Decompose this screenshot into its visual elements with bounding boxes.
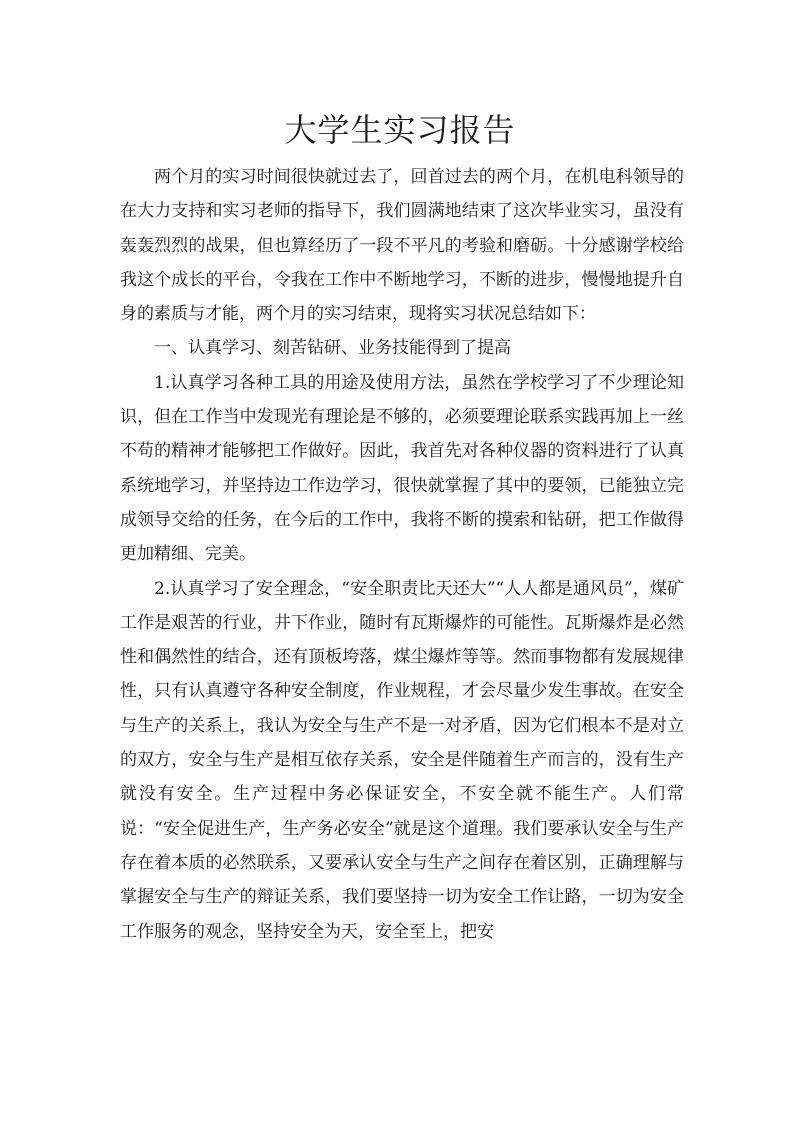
- document-body: [120, 160, 684, 949]
- paragraph-item-2: 2.认真学习了安全理念，“安全职责比天还大”“人人都是通风员”，煤矿工作是艰苦的行业，井下作业，随时有瓦斯爆炸的可能性。瓦斯爆炸是必然性和偶然性的结合，还有顶板垮落，煤尘爆炸等等。然而事物都有发展规律性，只有认真遵守各种安全制度，作业规程，才会尽量少发生事故。在安全与生产的关系上，我认为安全与生产不是一对矛盾，因为它们根本不是对立的双方，安全与生产是相互依存关系，安全是伴随着生产而言的，没有生产就没有安全。生产过程中务必保证安全，不安全就不能生产。人们常说：“安全促进生产，生产务必安全”就是这个道理。我们要承认安全与生产存在着本质的必然联系，又要承认安全与生产之间存在着区别，正确理解与掌握安全与生产的辩证关系，我们要坚持一切为安全工作让路，一切为安全工作服务的观念，坚持安全为天，安全至上，把安: [120, 578, 684, 942]
- paragraph-item-1: 1.认真学习各种工具的用途及使用方法，虽然在学校学习了不少理论知识，但在工作当中发现光有理论是不够的，必须要理论联系实践再加上一丝不苟的精神才能够把工作做好。因此，我首先对各种仪器的资料进行了认真系统地学习，并坚持边工作边学习，很快就掌握了其中的要领，已能独立完成领导交给的任务，在今后的工作中，我将不断的摸索和钻研，把工作做得更加精细、完美。: [120, 372, 684, 565]
- section-heading-1: 一、认真学习、刻苦钻研、业务技能得到了提高: [154, 338, 511, 359]
- document-title: 大学生实习报告: [284, 111, 516, 149]
- paragraph-intro: 两个月的实习时间很快就过去了，回首过去的两个月，在机电科领导的在大力支持和实习老师的指导下，我们圆满地结束了这次毕业实习，虽没有轰轰烈烈的战果，但也算经历了一段不平凡的考验和磨砺。十分感谢学校给我这个成长的平台，令我在工作中不断地学习，不断的进步，慢慢地提升自身的素质与才能，两个月的实习结束，现将实习状况总结如下：: [120, 167, 684, 325]
